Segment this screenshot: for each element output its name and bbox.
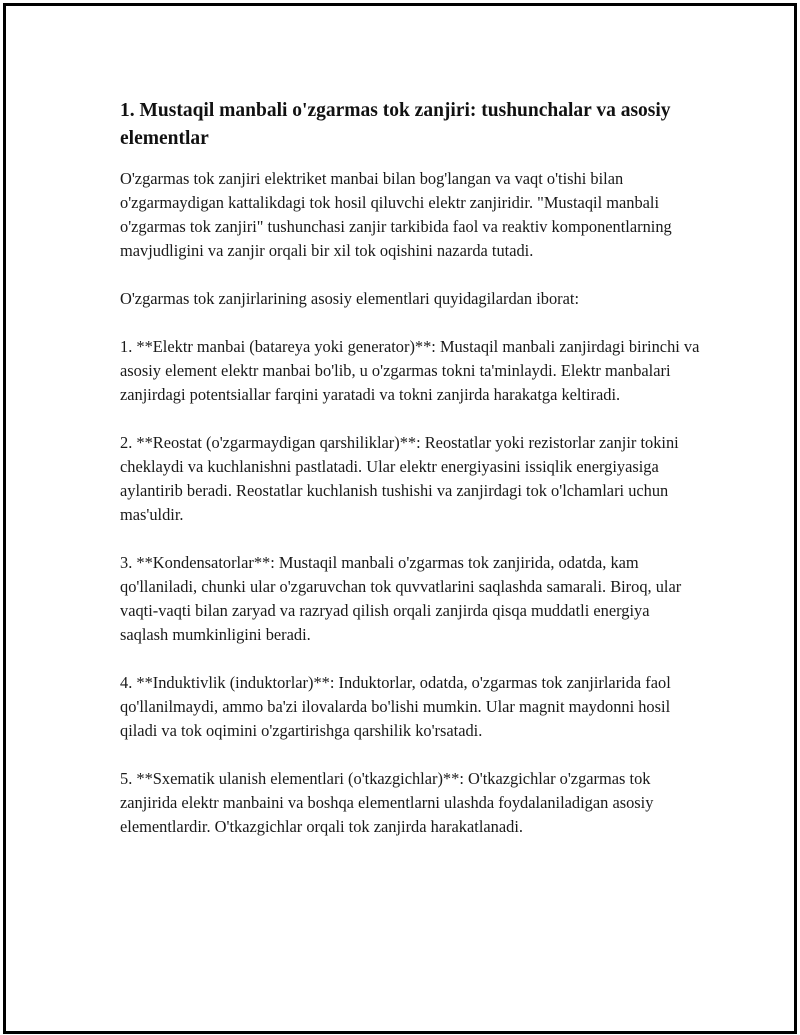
elements-intro-paragraph: O'zgarmas tok zanjirlarining asosiy elementlari quyidagilardan iborat: (120, 289, 580, 308)
list-item-capacitors: 3. **Kondensatorlar**: Mustaqil manbali o'zgarmas tok zanjirida, odatda, kam qo'llaniladi, chunki ular o'zgaruvchan tok quvvatlarini saqlashda samarali. Biroq, ular vaqti-vaqti bilan zaryad va razryad qilish orqali zanjirda qisqa muddatli energiya saqlash mumkinligini beradi. (120, 553, 682, 644)
page-frame (3, 3, 797, 1034)
document-title: 1. Mustaqil manbali o'zgarmas tok zanjiri: tushunchalar va asosiy elementlar (120, 100, 671, 149)
document-body (120, 97, 700, 863)
list-item-rheostat: 2. **Reostat (o'zgarmaydigan qarshiliklar)**: Reostatlar yoki rezistorlar zanjir tokini cheklaydi va kuchlanishni pastlatadi. Ular elektr energiyasini issiqlik energiyasiga aylantirib beradi. Reostatlar kuchlanish tushishi va zanjirdagi tok o'lchamlari uchun mas'uldir. (120, 433, 679, 524)
list-item-power-source: 1. **Elektr manbai (batareya yoki generator)**: Mustaqil manbali zanjirdagi birinchi va asosiy element elektr manbai bo'lib, u o'zgarmas tokni ta'minlaydi. Elektr manbalari zanjirdagi potentsiallar farqini yaratadi va tokni zanjirda harakatga keltiradi. (120, 337, 700, 404)
list-item-inductance: 4. **Induktivlik (induktorlar)**: Induktorlar, odatda, o'zgarmas tok zanjirlarida faol qo'llanilmaydi, ammo ba'zi ilovalarda bo'lishi mumkin. Ular magnit maydonni hosil qiladi va tok oqimini o'zgartirishga qarshilik ko'rsatadi. (120, 673, 671, 740)
intro-paragraph: O'zgarmas tok zanjiri elektriket manbai bilan bog'langan va vaqt o'tishi bilan o'zgarmaydigan kattalikdagi tok hosil qiluvchi elektr zanjiridir. "Mustaqil manbali o'zgarmas tok zanjiri" tushunchasi zanjir tarkibida faol va reaktiv komponentlarning mavjudligini va zanjir orqali bir xil tok oqishini nazarda tutadi. (120, 169, 672, 260)
list-item-conductors: 5. **Sxematik ulanish elementlari (o'tkazgichlar)**: O'tkazgichlar o'zgarmas tok zanjirida elektr manbaini va boshqa elementlarni ulashda foydalaniladigan asosiy elementlardir. O'tkazgichlar orqali tok zanjirda harakatlanadi. (120, 769, 654, 836)
